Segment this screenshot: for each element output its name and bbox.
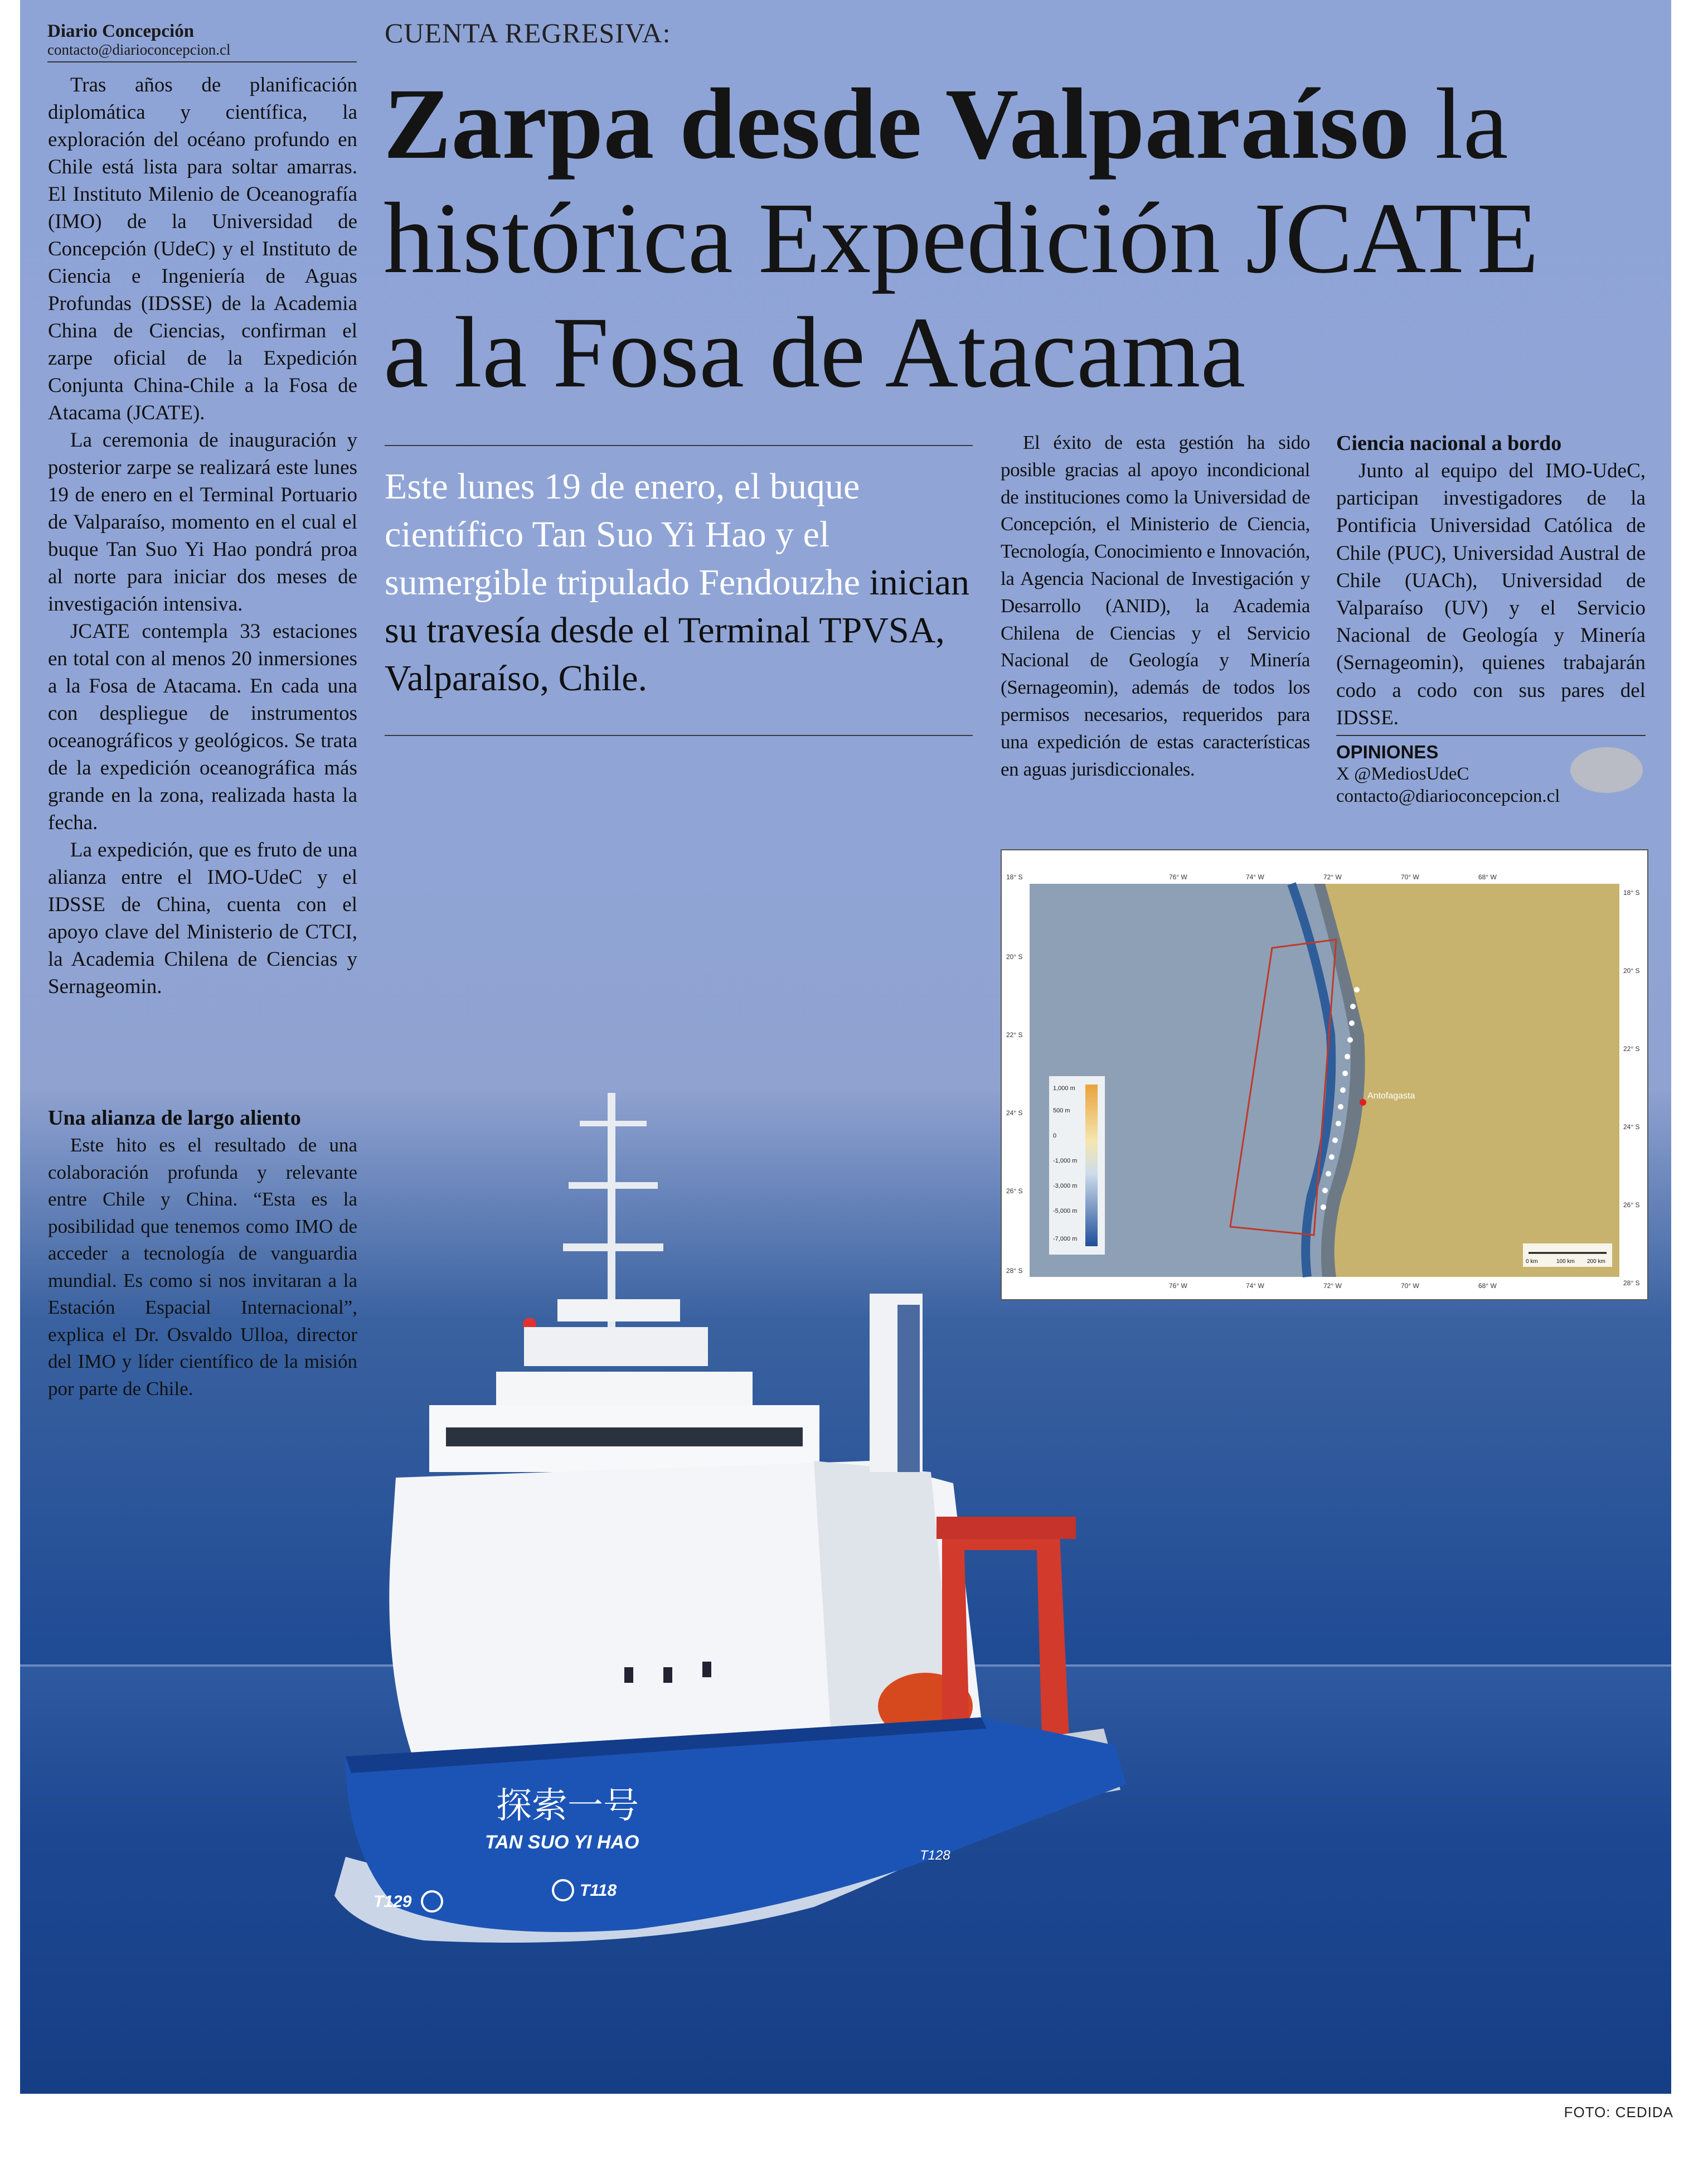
map-scale-label-1: 0 km [1526,1258,1538,1265]
opinions-email[interactable]: contacto@diarioconcepcion.cl [1336,786,1560,806]
headline [384,67,1666,410]
left-column-lower [48,1104,357,1402]
opinions-title: OPINIONES [1336,742,1439,762]
map-legend-label-7: -7,000 m [1053,1236,1078,1242]
map-city-label: Antofagasta [1367,1091,1415,1101]
masthead [47,21,357,62]
opinions-rule [1336,735,1646,736]
hull-mark-1: T129 [373,1892,412,1911]
middle-paragraph-1: El éxito de esta gestión ha sido posible gracias al apoyo incondicional de instituciones como la Universidad de Concepción, el Ministerio de Ciencia, Tecnología, Conocimiento e Innovación, la Agencia Nacional de Investigación y Desarrollo (ANID), la Academia Chilena de Ciencias y el Servicio Nacional de Geología y Minería (Sernageomin), además de todos los permisos necesarios, requeridos para una expedición de estas características en aguas jurisdiccionales. [1001,432,1310,780]
map-lat-label-right-6: 28° S [1623,1279,1640,1287]
map-lon-label-4: 70° W [1401,873,1419,881]
map-lon-label-bottom-4: 70° W [1401,1282,1419,1290]
deck-rule-bottom [385,735,973,736]
map-lat-label-right-3: 22° S [1623,1045,1640,1053]
map-lon-label-2: 74° W [1246,873,1264,881]
deck-dark: inician su travesía desde el Terminal TPVSA, Valparaíso, Chile. [385,562,970,699]
middle-column [1001,429,1310,783]
right-subhead: Ciencia nacional a bordo [1336,432,1562,455]
right-paragraph-1: Junto al equipo del IMO-UdeC, participan investigadores de la Pontificia Universidad Católica de Chile (PUC), Universidad Austral de Chile (UACh), Universidad de Valparaíso (UV) y el Servicio Nacional de Geología y Minería (Sernageomin), quienes trabajarán codo a codo con sus pares del IDSSE. [1336,459,1646,729]
ship-name-latin: TAN SUO YI HAO [485,1832,639,1853]
left-paragraph-3: JCATE contempla 33 estaciones en total con al menos 20 inmersiones a la Fosa de Atacama. En cada una con despliegue de instrumentos oceanográficos y geológicos. Se trata de la expedición oceanográfica más grande en la zona, realizada hasta la fecha. [48,620,357,834]
left-paragraph-5: Este hito es el resultado de una colaboración profunda y relevante entre Chile y China. “Esta es la posibilidad que tenemos como IMO de acceder a tecnología de vanguardia mundial. Es como si nos invitaran a la Estación Espacial Internacional”, explica el Dr. Osvaldo Ulloa, director del IMO y líder científico de la misión por parte de Chile. [48,1134,357,1400]
ship-name-cn: 探索一号 [496,1785,639,1827]
map-legend-label-2: 500 m [1053,1107,1070,1114]
headline-line2: histórica Expedición JCATE [384,182,1539,294]
map-lon-label-3: 72° W [1323,873,1342,881]
left-column [48,71,357,1000]
left-paragraph-1: Tras años de planificación diplomática y científica, la exploración del océano profundo en Chile está lista para soltar amarras. El Instituto Milenio de Oceanografía (IMO) de la Universidad de Concepción (UdeC) y el Instituto de Ciencia e Ingeniería de Aguas Profundas (IDSSE) de la Academia China de Ciencias, confirman el zarpe oficial de la Expedición Conjunta China-Chile a la Fosa de Atacama (JCATE). [48,74,357,424]
map-legend-label-4: -1,000 m [1053,1158,1078,1164]
map-lat-label-right-2: 20° S [1623,967,1640,975]
masthead-name: Diario Concepción [47,21,195,41]
map-lat-label-2: 20° S [1006,953,1023,961]
hull-mark-3: T128 [920,1848,950,1863]
photo-credit: FOTO: CEDIDA [1564,2104,1673,2121]
map-scale-label-2: 100 km [1556,1258,1575,1265]
map-legend-label-3: 0 [1053,1132,1057,1139]
map-lat-label-1: 18° S [1006,873,1023,881]
map-lat-label-6: 28° S [1006,1267,1023,1275]
masthead-email: contacto@diarioconcepcion.cl [47,41,357,62]
hull-mark-2: T118 [580,1881,617,1900]
deck-light: Este lunes 19 de enero, el buque científico Tan Suo Yi Hao y el sumergible tripulado Fendouzhe [385,466,860,603]
map-lon-label-bottom-2: 74° W [1246,1282,1264,1290]
opinions-handle[interactable]: X @MediosUdeC [1336,764,1469,784]
map-lon-label-1: 76° W [1169,873,1187,881]
map-lat-label-right-4: 24° S [1623,1123,1640,1131]
map-lat-label-right-1: 18° S [1623,889,1640,897]
deck [385,463,981,703]
left-paragraph-2: La ceremonia de inauguración y posterior zarpe se realizará este lunes 19 de enero en el Terminal Portuario de Valparaíso, momento en el cual el buque Tan Suo Yi Hao pondrá proa al norte para iniciar dos meses de investigación intensiva. [48,429,357,616]
map-lon-label-5: 68° W [1478,873,1497,881]
map-scale-label-3: 200 km [1587,1258,1605,1265]
map-legend-label-1: 1,000 m [1053,1085,1075,1092]
map-legend-bar [1085,1085,1098,1246]
opinions-box [1336,742,1646,807]
left-subhead: Una alianza de largo aliento [48,1106,301,1130]
kicker: CUENTA REGRESIVA: [385,17,671,49]
headline-line3: a la Fosa de Atacama [384,297,1246,409]
map-lat-label-right-5: 26° S [1623,1201,1640,1209]
opinions-badge [1570,747,1643,793]
map-lon-label-bottom-1: 76° W [1169,1282,1187,1290]
left-paragraph-4: La expedición, que es fruto de una alianza entre el IMO-UdeC y el IDSSE de China, cuenta con el apoyo clave del Ministerio de CTCI, la Academia Chilena de Ciencias y Sernageomin. [48,839,357,998]
expedition-map [1001,849,1648,1300]
map-lat-label-4: 24° S [1006,1109,1023,1117]
deck-rule-top [385,445,973,446]
right-column [1336,429,1646,732]
map-lat-label-3: 22° S [1006,1031,1023,1039]
map-legend-label-5: -3,000 m [1053,1183,1078,1189]
map-lon-label-bottom-3: 72° W [1323,1282,1342,1290]
headline-line1-rest: la [1409,68,1508,180]
map-lon-label-bottom-5: 68° W [1478,1282,1497,1290]
headline-bold: Zarpa desde Valparaíso [384,68,1410,180]
map-legend-label-6: -5,000 m [1053,1208,1078,1214]
map-city-marker [1360,1099,1366,1106]
map-lat-label-5: 26° S [1006,1187,1023,1195]
